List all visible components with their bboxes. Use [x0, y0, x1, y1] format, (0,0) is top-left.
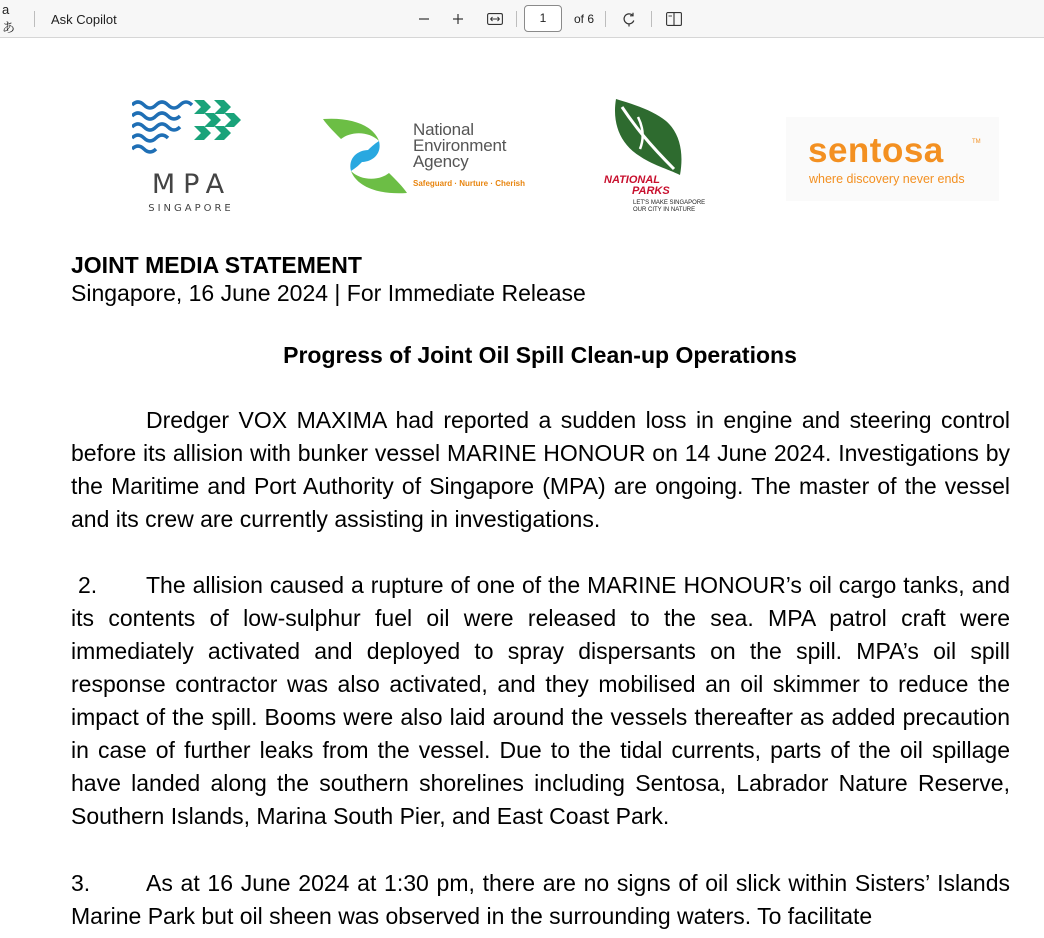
nea-logo [321, 117, 531, 197]
toolbar-divider [651, 11, 652, 27]
plus-icon [452, 13, 464, 25]
mpa-waves-icon [132, 97, 242, 155]
paragraph-3 [71, 867, 1017, 933]
sentosa-logo-tagline: where discovery never ends [809, 172, 965, 186]
statement-title: Progress of Joint Oil Spill Clean-up Operations [283, 342, 797, 368]
book-pages-icon [666, 12, 682, 26]
mpa-logo [132, 97, 242, 217]
mpa-logo-sub: SINGAPORE [148, 203, 234, 214]
minus-icon [418, 13, 430, 25]
paragraph-1 [71, 404, 1017, 536]
nea-logo-line2: Environment [413, 136, 507, 155]
zoom-in-button[interactable] [448, 0, 468, 38]
paragraph-2-text: The allision caused a rupture of one of the MARINE HONOUR’s oil cargo tanks, and its contents of low-sulphur fuel oil were released to the sea. MPA patrol craft were immediately activated and deployed to spray dispersants on the spill. MPA’s oil spill response contractor was also activated, and they mobilised an oil skimmer to reduce the impact of the spill. Booms were also laid around the vessels thereafter as added precaution in case of further leaks from the vessel. Due to the tidal currents, parts of the oil spillage have landed along the southern shorelines including Sentosa, Labrador Nature Reserve, Southern Islands, Marina South Pier, and East Coast Park. [71, 572, 1017, 829]
pdf-toolbar [0, 0, 1044, 38]
zoom-out-button[interactable] [414, 0, 434, 38]
toolbar-divider [605, 11, 606, 27]
rotate-button[interactable] [619, 0, 639, 38]
nparks-logo-line1: NATIONAL [604, 174, 661, 186]
ask-copilot-button[interactable]: Ask Copilot [51, 11, 117, 27]
read-aloud-button[interactable]: aあ [2, 2, 16, 35]
paragraph-1-text: Dredger VOX MAXIMA had reported a sudden loss in engine and steering control before its allision with bunker vessel MARINE HONOUR on 14 June 2024. Investigations by the Maritime and Port Authority of Singapore (MPA) are ongoing. The master of the vessel and its crew are currently assisting in investigations. [71, 407, 1017, 532]
statement-dateline: Singapore, 16 June 2024 | For Immediate Release [71, 280, 586, 306]
sentosa-logo-name: sentosa [808, 131, 944, 170]
paragraph-2-number: 2. [78, 572, 98, 598]
page-view-button[interactable] [664, 0, 684, 38]
page-count-label: of 6 [574, 12, 595, 26]
sentosa-logo-tm: TM [972, 139, 981, 145]
nea-logo-tagline: Safeguard · Nurture · Cherish [413, 179, 526, 188]
rotate-icon [621, 11, 637, 27]
mpa-logo-name: MPA [151, 169, 233, 200]
fit-width-icon [487, 13, 503, 25]
nparks-logo-line2: PARKS [632, 185, 670, 197]
pdf-page [0, 39, 1044, 938]
paragraph-2 [71, 569, 1017, 833]
nea-logo-line1: National [413, 120, 474, 139]
paragraph-3-text: As at 16 June 2024 at 1:30 pm, there are no signs of oil slick within Sisters’ Islands Marine Park but oil sheen was observed in the surrounding waters. To facilitate [71, 870, 1017, 929]
nea-logo-line3: Agency [413, 152, 469, 171]
nparks-logo-tag2: OUR CITY IN NATURE [633, 207, 696, 213]
toolbar-divider [516, 11, 517, 27]
leaf-icon [608, 99, 688, 179]
sentosa-logo [786, 117, 999, 201]
nparks-logo-tag1: LET'S MAKE SINGAPORE [633, 200, 706, 206]
fit-to-width-button[interactable] [485, 0, 505, 38]
nparks-logo [604, 99, 714, 215]
toolbar-divider [34, 11, 35, 27]
page-number-input[interactable]: 1 [524, 5, 562, 32]
statement-heading: JOINT MEDIA STATEMENT [71, 252, 362, 278]
nea-swirl-icon [321, 117, 411, 197]
paragraph-3-number: 3. [71, 870, 91, 896]
